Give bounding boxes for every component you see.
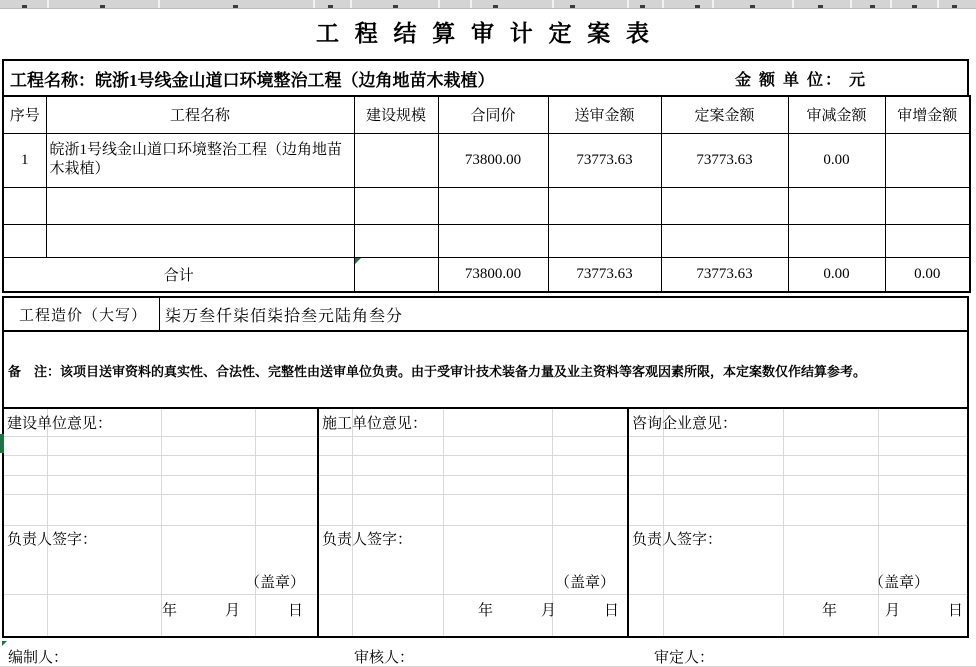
- cell-increased[interactable]: [885, 187, 970, 224]
- settlement-table: [2, 95, 971, 293]
- signature-label: 负责人签字：: [322, 532, 413, 548]
- cell-scale[interactable]: [354, 187, 438, 224]
- approver-label[interactable]: 审定人：: [654, 650, 715, 666]
- cell-reduced[interactable]: [788, 224, 885, 257]
- cell-submitted[interactable]: 73773.63: [548, 133, 661, 187]
- error-indicator-icon: [355, 258, 361, 264]
- cell-submitted[interactable]: [548, 187, 661, 224]
- active-cell-border: [0, 434, 4, 453]
- signature-label: 负责人签字：: [7, 532, 98, 548]
- cell-approved[interactable]: 73773.63: [661, 133, 788, 187]
- document-title: 工 程 结 算 审 计 定 案 表: [316, 21, 654, 46]
- date-line: 年 月 日: [477, 603, 619, 619]
- amount-in-words-row: [2, 296, 969, 332]
- table-row: [3, 224, 970, 257]
- opinion-title: 咨询企业意见：: [632, 416, 738, 432]
- date-line: 年 月 日: [821, 603, 963, 619]
- header-contract[interactable]: 合同价: [438, 96, 548, 133]
- cell-reduced[interactable]: [788, 187, 885, 224]
- cell-reduced[interactable]: 0.00: [788, 133, 885, 187]
- cell-approved[interactable]: [661, 187, 788, 224]
- amount-unit-label: 金 额 单 位： 元: [734, 71, 867, 89]
- seal-label: （盖章）: [244, 575, 305, 591]
- cell-seq[interactable]: 1: [3, 133, 46, 187]
- total-reduced[interactable]: 0.00: [788, 257, 885, 292]
- opinion-section-consultant[interactable]: [629, 409, 967, 636]
- cell-seq[interactable]: [3, 187, 46, 224]
- total-contract[interactable]: 73800.00: [438, 257, 548, 292]
- total-scale[interactable]: [354, 257, 438, 292]
- cell-project-name[interactable]: [46, 187, 354, 224]
- table-total-row: [3, 257, 970, 292]
- cell-approved[interactable]: [661, 224, 788, 257]
- project-name-label: 工程名称：皖浙1号线金山道口环境整治工程（边角地苗木栽植）: [10, 70, 495, 90]
- header-scale[interactable]: 建设规模: [354, 96, 438, 133]
- header-seq[interactable]: 序号: [3, 96, 46, 133]
- cell-scale[interactable]: [354, 224, 438, 257]
- cell-contract[interactable]: [438, 187, 548, 224]
- footer-signers-row: [2, 636, 969, 667]
- seal-label: （盖章）: [554, 575, 615, 591]
- cell-scale[interactable]: [354, 133, 438, 187]
- total-submitted[interactable]: 73773.63: [548, 257, 661, 292]
- cell-project-name[interactable]: 皖浙1号线金山道口环境整治工程（边角地苗木栽植）: [46, 133, 354, 187]
- date-line: 年 月 日: [161, 603, 303, 619]
- note-block[interactable]: [2, 332, 969, 407]
- preparer-label[interactable]: 编制人：: [8, 650, 69, 666]
- cell-project-name[interactable]: [46, 224, 354, 257]
- selection-corner-icon: [2, 641, 7, 646]
- table-row: [3, 187, 970, 224]
- total-increased[interactable]: 0.00: [885, 257, 970, 292]
- cell-increased[interactable]: [885, 224, 970, 257]
- amount-words-label[interactable]: 工程造价（大写）: [4, 298, 160, 330]
- table-row: [3, 133, 970, 187]
- cell-increased[interactable]: [885, 133, 970, 187]
- cell-submitted[interactable]: [548, 224, 661, 257]
- header-name[interactable]: 工程名称: [46, 96, 354, 133]
- header-approved[interactable]: 定案金额: [661, 96, 788, 133]
- signature-label: 负责人签字：: [632, 532, 723, 548]
- table-header-row: [3, 96, 970, 133]
- opinion-title: 施工单位意见：: [322, 416, 428, 432]
- header-submitted[interactable]: 送审金额: [548, 96, 661, 133]
- header-increased[interactable]: 审增金额: [885, 96, 970, 133]
- header-reduced[interactable]: 审减金额: [788, 96, 885, 133]
- opinion-title: 建设单位意见：: [7, 416, 113, 432]
- cell-contract[interactable]: 73800.00: [438, 133, 548, 187]
- seal-label: （盖章）: [868, 575, 929, 591]
- cell-contract[interactable]: [438, 224, 548, 257]
- project-meta-row[interactable]: [2, 59, 969, 95]
- cell-seq[interactable]: [3, 224, 46, 257]
- reviewer-label[interactable]: 审核人：: [354, 650, 415, 666]
- total-approved[interactable]: 73773.63: [661, 257, 788, 292]
- note-text: 备 注：该项目送审资料的真实性、合法性、完整性由送审单位负责。由于受审计技术装备力量及业主资料等客观因素所限，本定案数仅作结算参考。: [8, 364, 867, 379]
- total-label[interactable]: 合计: [3, 257, 354, 292]
- amount-words-value[interactable]: 柒万叁仟柒佰柒拾叁元陆角叁分: [165, 307, 404, 325]
- opinion-section-construction[interactable]: [4, 409, 317, 636]
- opinion-section-contractor[interactable]: [319, 409, 627, 636]
- opinions-block: [2, 407, 969, 636]
